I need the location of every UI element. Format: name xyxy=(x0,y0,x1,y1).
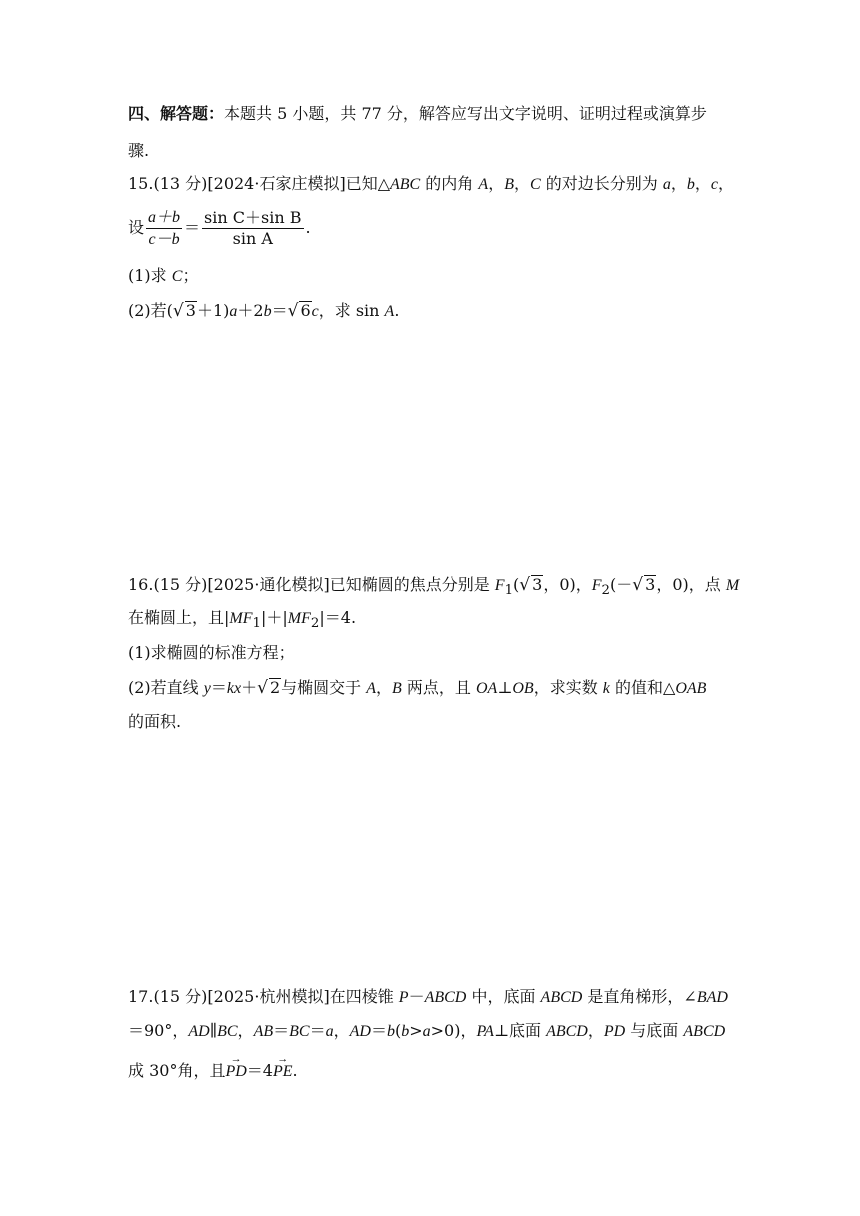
q17-period: . xyxy=(292,1061,298,1080)
q17-var: AB xyxy=(253,1023,274,1040)
q17-text: ＝ xyxy=(246,1061,263,1080)
q16-part1 xyxy=(128,642,295,664)
q16-var: y xyxy=(203,680,211,697)
q17-var: ABCD xyxy=(424,989,467,1006)
q15-part1-end: ； xyxy=(182,266,199,285)
q15-var: c xyxy=(710,176,718,193)
q16-radicand: 3 xyxy=(645,575,656,594)
q15-radicand: 6 xyxy=(300,301,311,320)
q16-source: [2025·通化模拟] xyxy=(207,575,330,594)
q15-sep: ， xyxy=(670,174,687,193)
section-intro-cont xyxy=(128,140,149,162)
q16-var: M xyxy=(725,577,740,594)
q17-var: BC xyxy=(289,1023,310,1040)
q16-var: A xyxy=(366,680,377,697)
q16-text: (－ xyxy=(610,575,633,594)
q17-var: BC xyxy=(217,1023,238,1040)
q15-formula xyxy=(128,206,311,250)
q15-var: a xyxy=(229,303,238,320)
q17-source: [2025·杭州模拟] xyxy=(207,987,330,1006)
q17-var: P xyxy=(398,989,409,1006)
q16-subscript: 2 xyxy=(310,616,320,632)
q16-var: MF xyxy=(287,610,311,627)
q16-text: 的面积. xyxy=(128,712,182,731)
q16-text: 与椭圆交于 xyxy=(281,678,367,697)
q16-text: ，0)，点 xyxy=(656,575,726,594)
section-heading-line xyxy=(128,103,707,125)
q17-var: PD xyxy=(603,1023,626,1040)
q17-text: ⊥底面 xyxy=(493,1021,547,1040)
q16-part2-cont xyxy=(128,711,181,733)
q17-text: ＝ xyxy=(309,1021,326,1040)
q17-vector-pe: PE → xyxy=(273,1061,293,1083)
q17-text: 4 xyxy=(262,1061,273,1080)
q17-number: 17. xyxy=(128,987,154,1006)
q15-set: 设 xyxy=(128,218,145,237)
section-intro: 本题共 5 小题，共 77 分，解答应写出文字说明、证明过程或演算步 xyxy=(224,104,707,123)
q16-subscript: 1 xyxy=(504,583,514,599)
q16-text: |＋| xyxy=(261,608,288,627)
q17-text: ＝ xyxy=(370,1021,387,1040)
q16-radicand: 2 xyxy=(269,678,281,697)
q16-text: ，0)， xyxy=(543,575,592,594)
q15-sep: ， xyxy=(694,174,711,193)
q17-var: ABCD xyxy=(546,1023,588,1040)
q16-var: F xyxy=(591,577,602,594)
section-heading: 四、解答题： xyxy=(128,104,225,123)
q16-var: MF xyxy=(229,610,253,627)
q17-text: ＝90°， xyxy=(128,1021,189,1040)
q16-text: 已知椭圆的焦点分别是 xyxy=(329,575,495,594)
q16-stem xyxy=(128,574,739,602)
q17-vector-pd: PD → xyxy=(225,1061,246,1083)
q16-text: 的值和△ xyxy=(609,678,676,697)
q17-text: 是直角梯形，∠ xyxy=(582,987,697,1006)
sqrt-icon: √ xyxy=(519,575,531,595)
q16-text: (2)若直线 xyxy=(128,678,204,697)
q15-rhs-num: sin C＋sin B xyxy=(204,208,302,227)
q15-sep: ， xyxy=(718,174,735,193)
q17-text: 成 30°角，且 xyxy=(128,1061,226,1080)
q17-stem xyxy=(128,986,728,1009)
q16-var: kx xyxy=(226,680,242,697)
q16-var: OA xyxy=(476,680,498,697)
q17-var: b xyxy=(401,1023,410,1040)
q16-var: F xyxy=(494,577,505,594)
q15-number: 15. xyxy=(128,174,154,193)
q16-number: 16. xyxy=(128,575,154,594)
q15-text: 已知△ xyxy=(345,174,390,193)
q15-score: (13 分) xyxy=(153,174,208,193)
q15-period: . xyxy=(394,301,400,320)
q17-text: 与底面 xyxy=(625,1021,684,1040)
q16-stem-cont xyxy=(128,607,356,635)
q15-var: A xyxy=(384,303,395,320)
q17-text: ， xyxy=(587,1021,604,1040)
q15-part1 xyxy=(128,265,198,288)
q17-var: ABCD xyxy=(540,989,583,1006)
q16-var: k xyxy=(602,680,610,697)
q15-var: C xyxy=(530,176,541,193)
q16-text: ( xyxy=(513,575,520,594)
q16-text: ⊥ xyxy=(497,678,513,697)
q15-radicand: 3 xyxy=(185,301,196,320)
q16-subscript: 1 xyxy=(252,616,261,632)
sqrt-icon: √ xyxy=(257,678,268,698)
q15-var: b xyxy=(686,176,695,193)
q17-text: ( xyxy=(394,1021,402,1040)
q16-part2 xyxy=(128,677,706,700)
q17-var: ABCD xyxy=(683,1023,726,1040)
q15-var: a xyxy=(662,176,671,193)
sqrt-icon: √ xyxy=(172,301,184,321)
q15-triangle: ABC xyxy=(390,176,421,193)
q17-score: (15 分) xyxy=(153,987,208,1006)
q16-text: 两点，且 xyxy=(401,678,476,697)
q17-var: a xyxy=(422,1023,431,1040)
q17-stem-cont xyxy=(128,1020,725,1043)
q16-text: ＋ xyxy=(241,678,258,697)
q15-var: b xyxy=(263,303,272,320)
sqrt-icon: √ xyxy=(632,575,644,595)
q15-var: c xyxy=(311,303,319,320)
q16-subscript: 2 xyxy=(601,583,611,599)
q15-part1-var: C xyxy=(171,268,183,285)
q15-source: [2024·石家庄模拟] xyxy=(207,174,346,193)
q15-equals: ＝ xyxy=(184,218,201,237)
q17-text: － xyxy=(408,987,425,1006)
q16-var: B xyxy=(392,680,402,697)
q15-part2-label: (2)若( xyxy=(128,301,173,320)
q15-part1-label: (1)求 xyxy=(128,266,172,285)
q16-text: ， xyxy=(376,678,393,697)
q15-rhs-fraction xyxy=(202,208,303,249)
q17-var: AD xyxy=(188,1023,210,1040)
q17-var: PA xyxy=(476,1023,494,1040)
q17-text: ， xyxy=(237,1021,254,1040)
q15-lhs-den: c－b xyxy=(148,231,180,248)
q16-score: (15 分) xyxy=(153,575,208,594)
q16-text: ＝ xyxy=(210,678,227,697)
q15-var: B xyxy=(504,176,514,193)
q15-part2 xyxy=(128,300,399,323)
q15-sep: ， xyxy=(488,174,505,193)
q16-var: OB xyxy=(512,680,534,697)
q16-part1-text: (1)求椭圆的标准方程； xyxy=(128,643,295,662)
q16-var: OAB xyxy=(675,680,707,697)
q15-period: . xyxy=(305,218,311,237)
q15-rhs-den: sin A xyxy=(232,229,273,248)
q17-text: > xyxy=(409,1021,423,1040)
q17-stem-end xyxy=(128,1060,298,1083)
q15-text: ＋2 xyxy=(237,301,264,320)
q15-text: 的内角 xyxy=(420,174,479,193)
q16-radicand: 3 xyxy=(532,575,543,594)
q16-text: |＝4. xyxy=(319,608,357,627)
section-intro-end: 骤. xyxy=(128,141,150,160)
q15-var: A xyxy=(478,176,489,193)
q17-var: a xyxy=(325,1023,334,1040)
q17-var: b xyxy=(386,1023,395,1040)
q17-text: 中，底面 xyxy=(466,987,541,1006)
q15-lhs-num: a＋b xyxy=(148,209,181,226)
q15-equals: ＝ xyxy=(271,301,288,320)
q15-sep: ， xyxy=(513,174,530,193)
q16-text: ，求实数 xyxy=(533,678,603,697)
sqrt-icon: √ xyxy=(287,301,299,321)
q15-text: ，求 sin xyxy=(318,301,385,320)
q15-lhs-fraction xyxy=(146,207,182,250)
q15-text: 的对边长分别为 xyxy=(540,174,663,193)
q15-stem xyxy=(128,173,734,196)
q17-text: ＝ xyxy=(273,1021,290,1040)
q16-text: 在椭圆上，且| xyxy=(128,608,230,627)
q17-text: ∥ xyxy=(209,1021,218,1040)
q17-text: ， xyxy=(333,1021,350,1040)
q17-text: >0)， xyxy=(430,1021,477,1040)
q17-text: 在四棱锥 xyxy=(329,987,399,1006)
q17-var: BAD xyxy=(696,989,728,1006)
q17-var: AD xyxy=(349,1023,371,1040)
q15-text: ＋1) xyxy=(196,301,230,320)
